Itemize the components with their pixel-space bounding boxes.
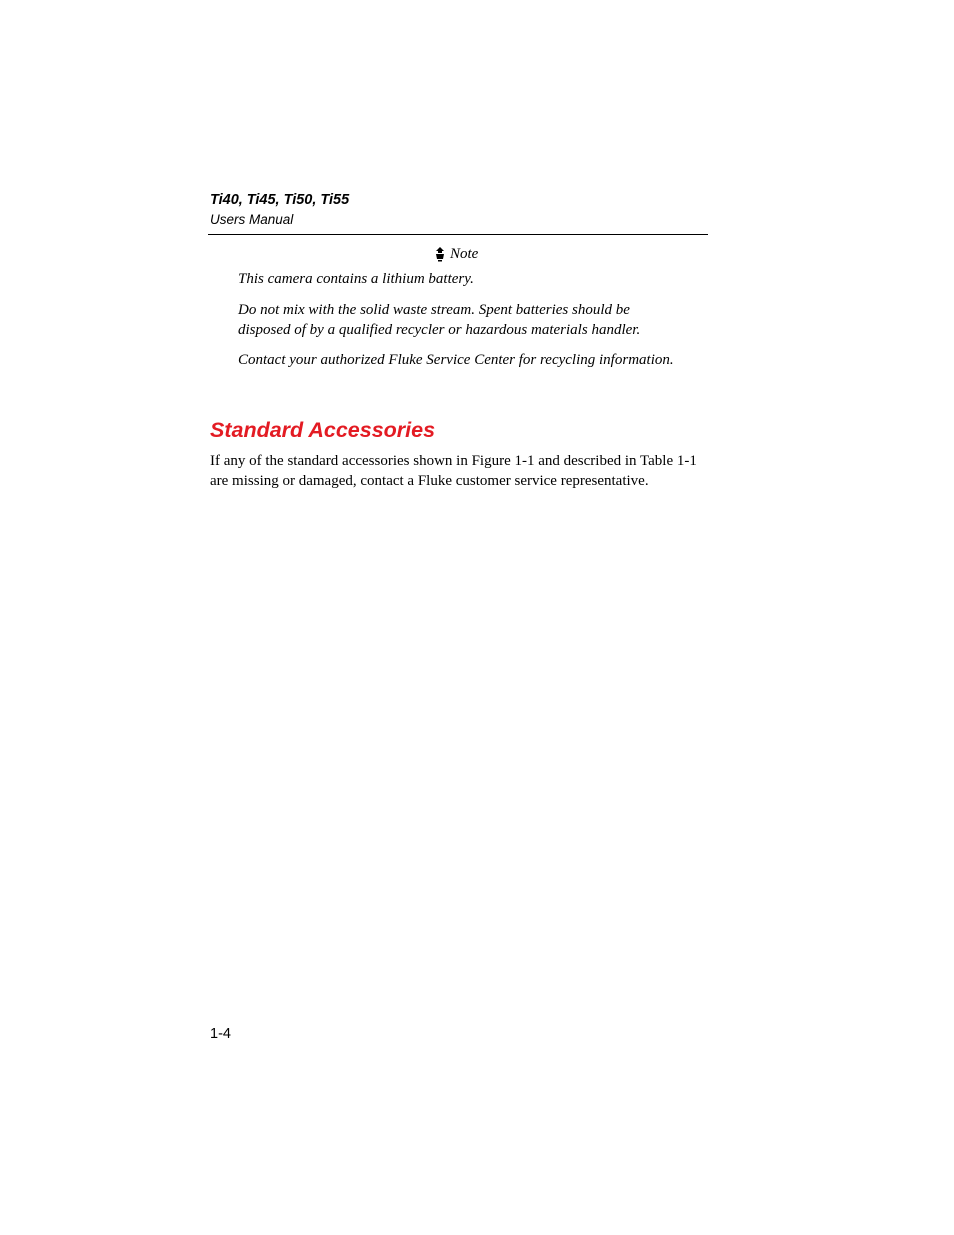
- note-paragraph: Do not mix with the solid waste stream. Spent batteries should be disposed of by a qualified recycler or hazardous materials handler.: [238, 302, 641, 338]
- section-heading: Standard Accessories: [210, 418, 436, 442]
- page-number: 1-4: [210, 1026, 231, 1042]
- note-heading: [434, 244, 478, 264]
- header-title: Ti40, Ti45, Ti50, Ti55: [210, 192, 350, 208]
- note-paragraph: Contact your authorized Fluke Service Center for recycling information.: [238, 352, 674, 368]
- section-body: If any of the standard accessories shown in Figure 1-1 and described in Table 1-1 are missing or damaged, contact a Fluke customer service representative.: [210, 453, 697, 489]
- header-subtitle: Users Manual: [210, 212, 294, 227]
- header-rule: [208, 234, 708, 235]
- note-paragraph: This camera contains a lithium battery.: [238, 271, 474, 287]
- note-heading-label: Note: [450, 246, 479, 262]
- recycle-icon: [434, 246, 446, 262]
